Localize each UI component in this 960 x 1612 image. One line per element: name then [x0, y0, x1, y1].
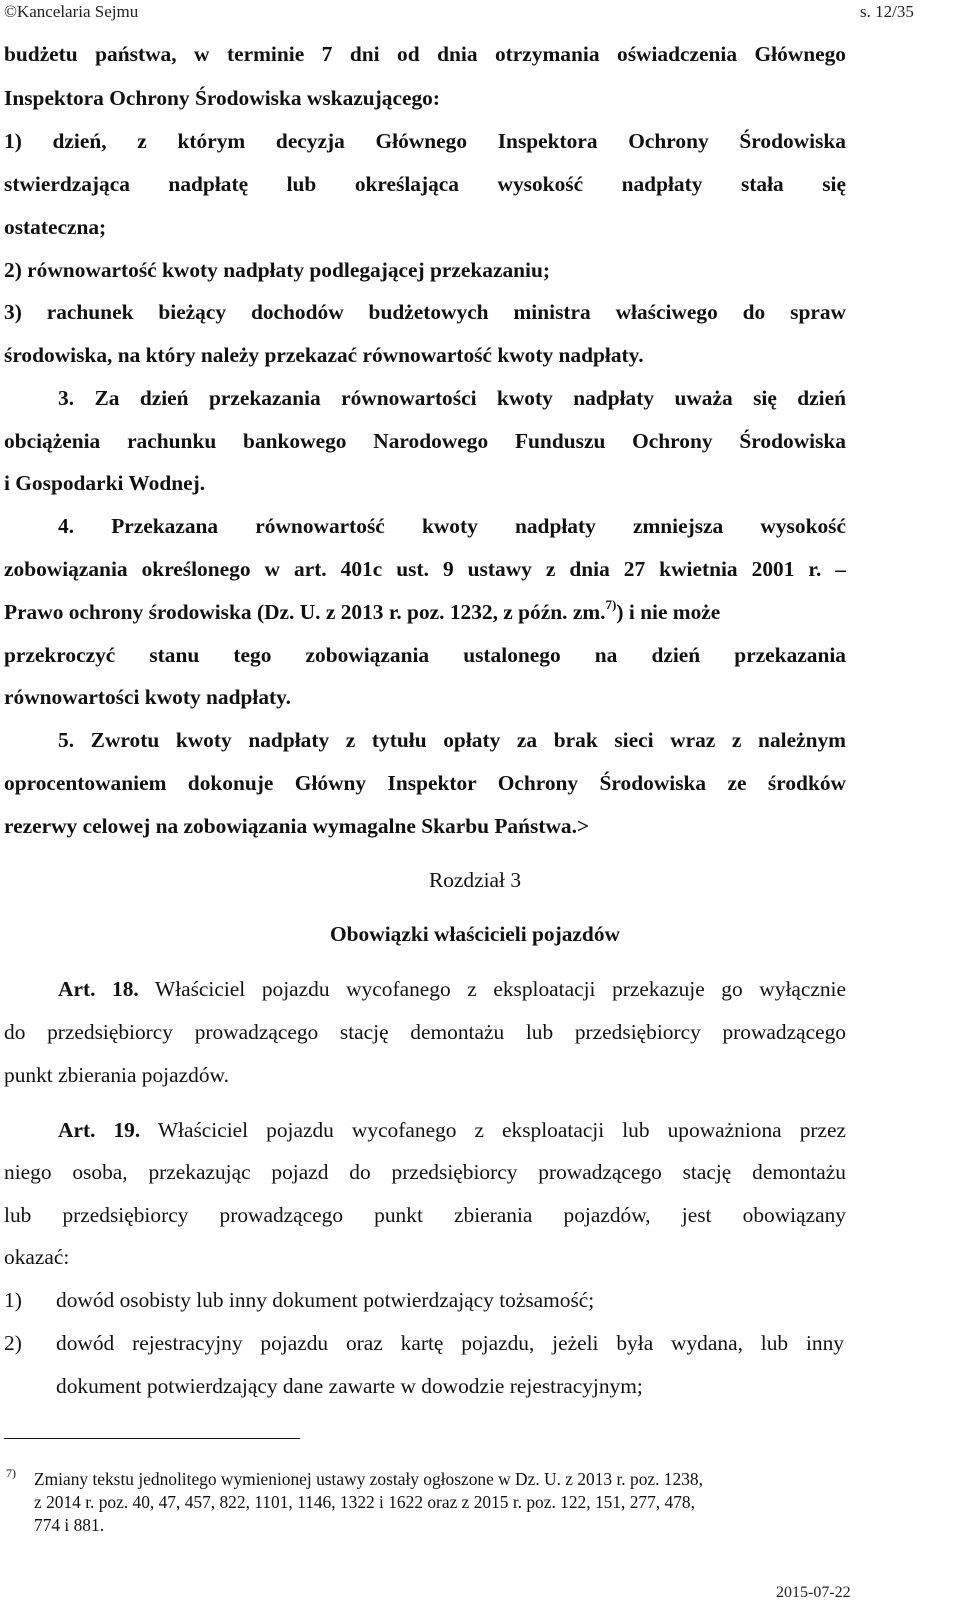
list-item: 2) równowartość kwoty nadpłaty podlegającej przekazaniu;: [4, 258, 551, 282]
list-item: 3) rachunek bieżący dochodów budżetowych ministra właściwego do spraw: [4, 300, 846, 324]
document-date: 2015-07-22: [776, 1584, 851, 1601]
body-line: środowiska, na który należy przekazać równowartość kwoty nadpłaty.: [4, 343, 644, 367]
body-line: lub przedsiębiorcy prowadzącego punkt zbierania pojazdów, jest obowiązany: [4, 1203, 846, 1227]
body-line: stwierdzająca nadpłatę lub określająca wysokość nadpłaty stała się: [4, 172, 846, 196]
footnote-divider: [4, 1438, 300, 1439]
body-line: przekroczyć stanu tego zobowiązania ustalonego na dzień przekazania: [4, 643, 846, 667]
body-line: Inspektora Ochrony Środowiska wskazującego:: [4, 86, 440, 110]
body-line: do przedsiębiorcy prowadzącego stację demontażu lub przedsiębiorcy prowadzącego: [4, 1020, 846, 1044]
body-line: zobowiązania określonego w art. 401c ust. 9 ustawy z dnia 27 kwietnia 2001 r. –: [4, 557, 846, 581]
copyright-notice: ©Kancelaria Sejmu: [4, 2, 139, 21]
article-18: Art. 18. Właściciel pojazdu wycofanego z eksploatacji przekazuje go wyłącznie: [58, 977, 846, 1001]
body-line: równowartości kwoty nadpłaty.: [4, 685, 292, 709]
footnote-ref[interactable]: 7): [605, 596, 617, 612]
footnote-line: z 2014 r. poz. 40, 47, 457, 822, 1101, 1146, 1322 i 1622 oraz z 2015 r. poz. 122, 151, 277, 478,: [34, 1492, 695, 1512]
body-line: ostateczna;: [4, 215, 107, 239]
body-line: niego osoba, przekazując pojazd do przedsiębiorcy prowadzącego stację demontażu: [4, 1160, 846, 1184]
paragraph-5: 5. Zwrotu kwoty nadpłaty z tytułu opłaty za brak sieci wraz z należnym: [58, 728, 846, 752]
list-item-number: 2): [4, 1331, 22, 1355]
body-line: budżetu państwa, w terminie 7 dni od dnia otrzymania oświadczenia Głównego: [4, 42, 846, 66]
body-line: obciążenia rachunku bankowego Narodowego Funduszu Ochrony Środowiska: [4, 429, 846, 453]
chapter-title: Obowiązki właścicieli pojazdów: [330, 922, 620, 946]
body-line: punkt zbierania pojazdów.: [4, 1063, 229, 1087]
page-number: s. 12/35: [860, 2, 914, 21]
article-label: Art. 18.: [58, 977, 139, 1001]
footnote-mark: 7): [6, 1466, 16, 1480]
article-19: Art. 19. Właściciel pojazdu wycofanego z eksploatacji lub upoważniona przez: [58, 1118, 847, 1142]
list-item-continuation: dokument potwierdzający dane zawarte w dowodzie rejestracyjnym;: [56, 1374, 643, 1398]
list-item: dowód rejestracyjny pojazdu oraz kartę pojazdu, jeżeli była wydana, lub inny: [56, 1331, 844, 1355]
footnote-line: 774 i 881.: [34, 1515, 105, 1535]
body-line: i Gospodarki Wodnej.: [4, 471, 206, 495]
body-line: okazać:: [4, 1245, 70, 1269]
article-label: Art. 19.: [58, 1118, 141, 1142]
paragraph-3: 3. Za dzień przekazania równowartości kwoty nadpłaty uważa się dzień: [58, 386, 846, 410]
chapter-number: Rozdział 3: [428, 868, 522, 892]
body-line: oprocentowaniem dokonuje Główny Inspektor Ochrony Środowiska ze środków: [4, 771, 846, 795]
footnote-line: Zmiany tekstu jednolitego wymienionej ustawy zostały ogłoszone w Dz. U. z 2013 r. poz. 1238,: [34, 1469, 703, 1489]
body-line: Prawo ochrony środowiska (Dz. U. z 2013 r. poz. 1232, z późn. zm.$^{7)}$) i nie może: [4, 596, 721, 624]
list-item: dowód osobisty lub inny dokument potwierdzający tożsamość;: [56, 1288, 595, 1312]
list-item: 1) dzień, z którym decyzja Głównego Inspektora Ochrony Środowiska: [4, 129, 846, 153]
list-item-number: 1): [4, 1288, 22, 1312]
body-line: rezerwy celowej na zobowiązania wymagalne Skarbu Państwa.>: [4, 814, 590, 838]
paragraph-4: 4. Przekazana równowartość kwoty nadpłaty zmniejsza wysokość: [58, 514, 846, 538]
